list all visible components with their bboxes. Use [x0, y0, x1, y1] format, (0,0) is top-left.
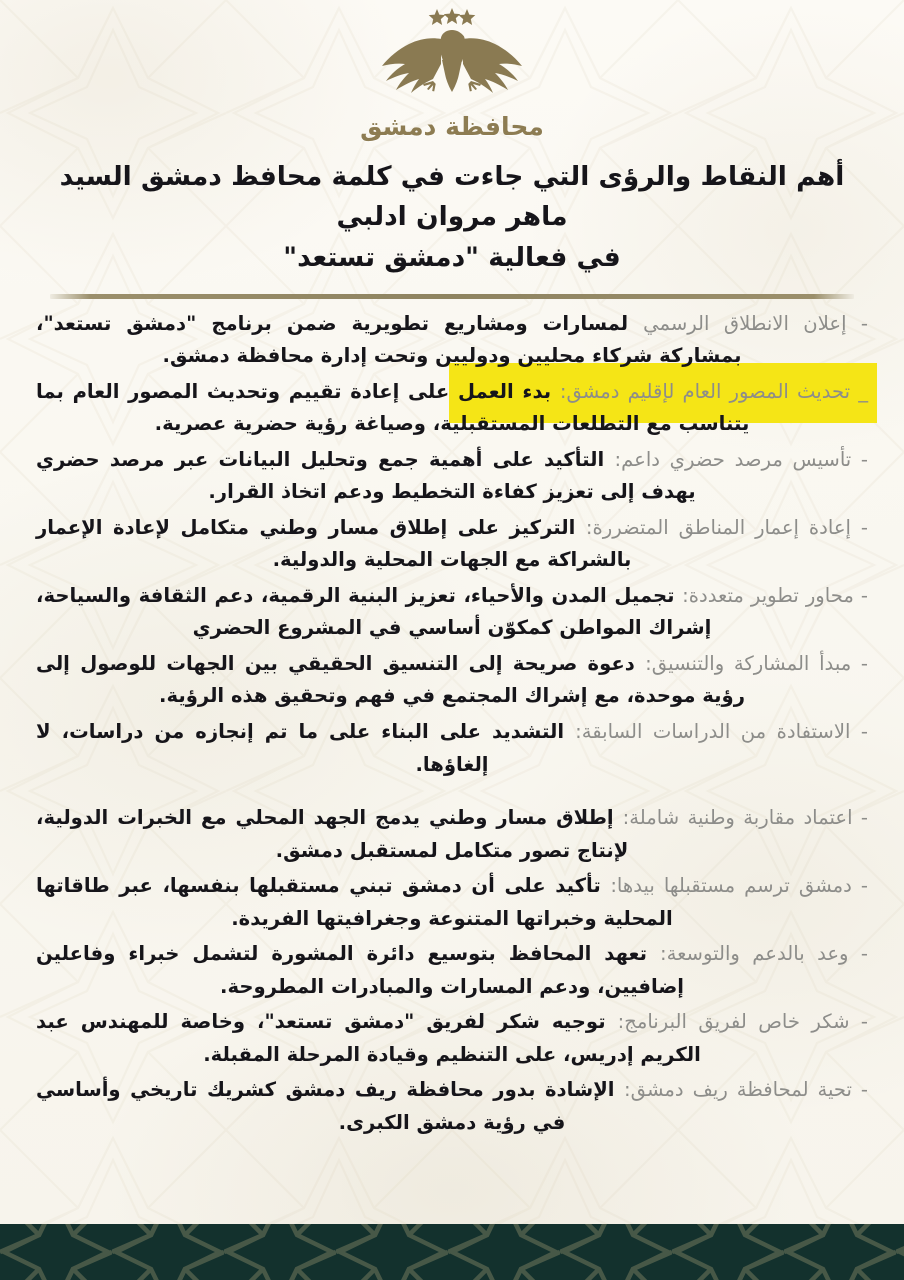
list-item	[36, 715, 868, 782]
list-item-body: تجميل المدن والأحياء، تعزيز البنية الرقمية، دعم الثقافة والسياحة، إشراك المواطن كمكوّن أساسي في المشروع الحضري	[36, 583, 712, 640]
page-title-line-2: في فعالية "دمشق تستعد"	[283, 241, 621, 273]
eagle-emblem-icon	[377, 8, 527, 110]
list-item-body: تأكيد على أن دمشق تبني مستقبلها بنفسها، عبر طاقاتها المحلية وخبراتها المتنوعة وجغرافيتها الفريدة.	[36, 874, 673, 930]
list-item	[36, 937, 868, 1004]
title-divider	[50, 294, 854, 299]
list-item	[36, 1005, 868, 1072]
list-item-body: توجيه شكر لفريق "دمشق تستعد"، وخاصة للمهندس عبد الكريم إدريس، على التنظيم وقيادة المرحلة المقبلة.	[36, 1010, 701, 1066]
list-item-lead: _ تحديث المصور العام لإقليم دمشق:	[559, 379, 868, 403]
list-item	[36, 801, 868, 868]
list-item-body: التأكيد على أهمية جمع وتحليل البيانات عبر مرصد حضري يهدف إلى تعزيز كفاءة التخطيط ودعم اتخاذ القرار.	[36, 447, 696, 504]
list-item-lead: - محاور تطوير متعددة:	[682, 583, 868, 607]
list-item-body: بدء العمل على إعادة تقييم وتحديث المصور العام بما يتناسب مع التطلعات المستقبلية، وصياغة رؤية حضرية عصرية.	[36, 379, 750, 436]
organization-name: محافظة دمشق	[360, 112, 544, 141]
list-item-lead: - إعادة إعمار المناطق المتضررة:	[585, 515, 868, 539]
list-item	[36, 443, 868, 510]
list-item-lead: - اعتماد مقاربة وطنية شاملة:	[622, 806, 868, 830]
list-item-lead: - شكر خاص لفريق البرنامج:	[617, 1010, 868, 1034]
list-item-body: التركيز على إطلاق مسار وطني متكامل لإعادة الإعمار بالشراكة مع الجهات المحلية والدولية.	[36, 515, 632, 572]
list-item	[36, 579, 868, 646]
list-item-body: الإشادة بدور محافظة ريف دمشق كشريك تاريخي وأساسي في رؤية دمشق الكبرى.	[36, 1078, 625, 1134]
islamic-star-pattern-icon	[0, 1224, 904, 1280]
page-title	[44, 157, 860, 278]
list-item-body: لمسارات ومشاريع تطويرية ضمن برنامج "دمشق تستعد"، بمشاركة شركاء محليين ودوليين وتحت إدارة محافظة دمشق.	[36, 311, 742, 368]
list-item	[36, 647, 868, 714]
list-item	[36, 869, 868, 936]
list-item-lead: - دمشق ترسم مستقبلها بيدها:	[610, 874, 868, 898]
footer-band	[0, 1224, 904, 1280]
list-item-body: التشديد على البناء على ما تم إنجازه من دراسات، لا إلغاؤها.	[36, 719, 576, 776]
three-stars-icon	[429, 8, 476, 25]
list-item-lead: - الاستفادة من الدراسات السابقة:	[575, 719, 868, 743]
list-item-body: تعهد المحافظ بتوسيع دائرة المشورة لتشمل خبراء وفاعلين إضافيين، ودعم المسارات والمبادرات المطروحة.	[36, 942, 684, 998]
list-item	[36, 307, 868, 374]
list-item	[36, 375, 868, 442]
list-item-lead: - وعد بالدعم والتوسعة:	[659, 942, 868, 966]
list-item-lead: - مبدأ المشاركة والتنسيق:	[645, 651, 868, 675]
list-item	[36, 1073, 868, 1140]
list-item-lead: - تحية لمحافظة ريف دمشق:	[624, 1078, 868, 1102]
list-item-body: دعوة صريحة إلى التنسيق الحقيقي بين الجهات للوصول إلى رؤية موحدة، مع إشراك المجتمع في فهم وتحقيق هذه الرؤية.	[36, 651, 745, 708]
header-emblem-block	[0, 0, 904, 141]
points-list	[36, 307, 868, 1140]
list-item-lead: - إعلان الانطلاق الرسمي	[643, 311, 869, 335]
list-item-lead: - تأسيس مرصد حضري داعم:	[614, 447, 868, 471]
list-item	[36, 511, 868, 578]
page-title-line-1: أهم النقاط والرؤى التي جاءت في كلمة محافظ دمشق السيد ماهر مروان ادلبي	[59, 161, 845, 233]
list-item-body: إطلاق مسار وطني يدمج الجهد المحلي مع الخبرات الدولية، لإنتاج تصور متكامل لمستقبل دمشق.	[36, 806, 629, 862]
